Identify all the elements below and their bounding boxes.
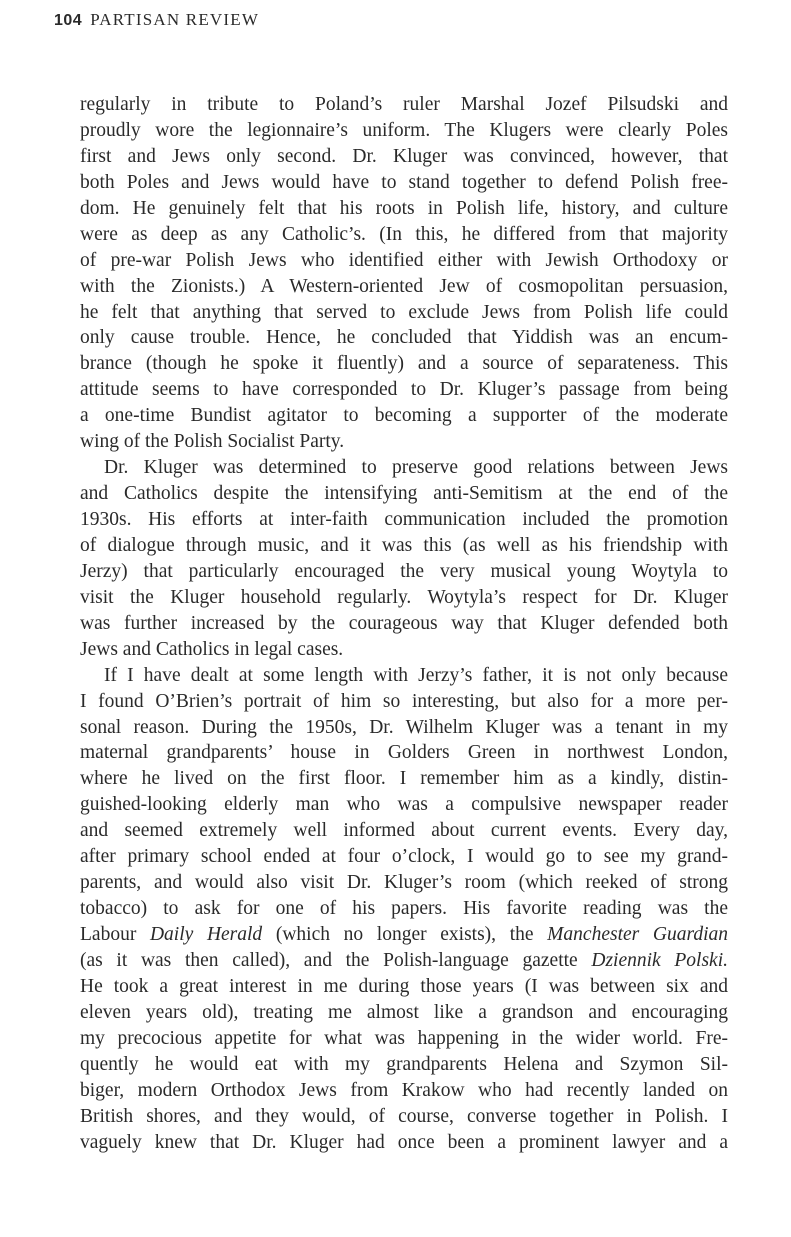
- text-line: vaguely knew that Dr. Kluger had once been a prominent lawyer and a: [80, 1131, 728, 1153]
- text-line: proudly wore the legionnaire’s uniform. The Klugers were clearly Poles: [80, 119, 728, 141]
- text-line: both Poles and Jews would have to stand together to defend Polish free-: [80, 171, 728, 193]
- text-segment: (as it was then called), and the Polish-language gazette: [80, 949, 592, 971]
- text-segment: (which no longer exists), the: [262, 924, 548, 945]
- text-line: If I have dealt at some length with Jerzy’s father, it is not only because: [104, 664, 728, 686]
- text-line: and seemed extremely well informed about current events. Every day,: [80, 820, 728, 842]
- text-line: were as deep as any Catholic’s. (In this, he differed from that majority: [80, 223, 728, 245]
- text-line: Jews and Catholics in legal cases.: [80, 638, 344, 660]
- text-line: [80, 922, 728, 948]
- text-line: of pre-war Polish Jews who identified either with Jewish Orthodoxy or: [80, 249, 728, 271]
- text-line: Jerzy) that particularly encouraged the very musical young Woytyla to: [80, 560, 728, 582]
- text-line: eleven years old), treating me almost like a grandson and encouraging: [80, 1001, 728, 1023]
- text-line: biger, modern Orthodox Jews from Krakow who had recently landed on: [80, 1079, 728, 1101]
- text-line: I found O’Brien’s portrait of him so interesting, but also for a more per-: [80, 690, 728, 712]
- text-line: British shores, and they would, of course, converse together in Polish. I: [80, 1105, 728, 1127]
- running-header: [54, 10, 259, 30]
- text-line: tobacco) to ask for one of his papers. His favorite reading was the: [80, 898, 728, 920]
- journal-title: PARTISAN REVIEW: [90, 10, 260, 29]
- text-line: was further increased by the courageous way that Kluger defended both: [80, 612, 728, 634]
- article-body: [80, 92, 728, 1155]
- text-segment: Labour: [80, 924, 150, 945]
- italic-title: Manchester Guardian: [547, 924, 728, 945]
- text-line: visit the Kluger household regularly. Woytyla’s respect for Dr. Kluger: [80, 586, 728, 608]
- text-line: and Catholics despite the intensifying anti-Semitism at the end of the: [80, 483, 728, 505]
- text-line: regularly in tribute to Poland’s ruler Marshal Jozef Pilsudski and: [80, 94, 728, 115]
- text-line: with the Zionists.) A Western-oriented Jew of cosmopolitan persuasion,: [80, 275, 728, 297]
- text-line: where he lived on the first floor. I remember him as a kindly, distin-: [80, 768, 728, 790]
- text-line: only cause trouble. Hence, he concluded that Yiddish was an encum-: [80, 327, 728, 349]
- text-line: sonal reason. During the 1950s, Dr. Wilhelm Kluger was a tenant in my: [80, 716, 728, 738]
- text-line: He took a great interest in me during those years (I was between six and: [80, 975, 728, 997]
- text-line: Dr. Kluger was determined to preserve good relations between Jews: [104, 457, 728, 479]
- text-line: of dialogue through music, and it was this (as well as his friendship with: [80, 534, 728, 556]
- text-line: wing of the Polish Socialist Party.: [80, 431, 345, 453]
- italic-title: Daily Herald: [149, 924, 263, 945]
- text-line: parents, and would also visit Dr. Kluger’s room (which reeked of strong: [80, 872, 728, 894]
- text-line: attitude seems to have corresponded to Dr. Kluger’s passage from being: [80, 379, 728, 401]
- text-line: he felt that anything that served to exclude Jews from Polish life could: [80, 301, 728, 323]
- text-line: guished-looking elderly man who was a compulsive newspaper reader: [80, 794, 728, 816]
- text-line: a one-time Bundist agitator to becoming a supporter of the moderate: [80, 405, 728, 427]
- text-line: first and Jews only second. Dr. Kluger was convinced, however, that: [80, 145, 728, 167]
- text-line: after primary school ended at four o’clock, I would go to see my grand-: [80, 846, 728, 868]
- text-line: my precocious appetite for what was happening in the wider world. Fre-: [80, 1027, 728, 1049]
- text-line: [80, 948, 728, 974]
- text-line: 1930s. His efforts at inter-faith communication included the promotion: [80, 509, 728, 530]
- text-line: dom. He genuinely felt that his roots in Polish life, history, and culture: [80, 197, 728, 219]
- page-number: 104: [54, 12, 83, 29]
- text-line: brance (though he spoke it fluently) and a source of separateness. This: [80, 353, 728, 375]
- text-line: quently he would eat with my grandparents Helena and Szymon Sil-: [80, 1053, 728, 1075]
- text-line: maternal grandparents’ house in Golders Green in northwest London,: [80, 742, 728, 764]
- italic-title: Dziennik Polski.: [591, 949, 728, 971]
